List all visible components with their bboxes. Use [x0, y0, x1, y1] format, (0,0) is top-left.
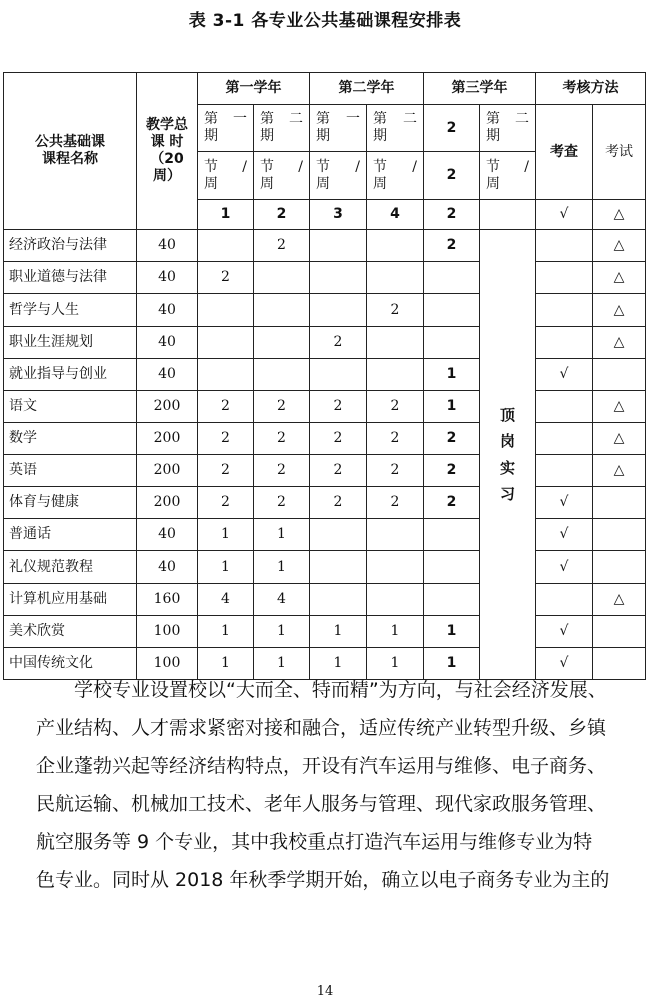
term-value-cell: 2: [310, 391, 367, 423]
term-value-cell: 2: [254, 487, 310, 519]
check-cell: √: [536, 551, 593, 584]
term-value-cell: 2: [198, 455, 254, 487]
term-header: 第 二 期: [367, 105, 424, 152]
check-cell: √: [536, 519, 593, 551]
unit-header: 节 / 周: [367, 152, 424, 200]
term-value-cell: 2: [367, 294, 424, 327]
unit-header: 节 / 周: [254, 152, 310, 200]
table-row: [4, 359, 646, 391]
test-cell: [593, 519, 646, 551]
test-cell: △: [593, 584, 646, 616]
table-row: [4, 327, 646, 359]
test-cell: [593, 359, 646, 391]
check-cell: √: [536, 359, 593, 391]
term-value-cell: 2: [424, 487, 480, 519]
term-value-cell: 2: [424, 423, 480, 455]
assessment-header: 考核方法: [536, 73, 646, 105]
term-value-cell: [367, 584, 424, 616]
term-value-cell: 2: [367, 391, 424, 423]
check-cell: √: [536, 616, 593, 648]
test-cell: [593, 616, 646, 648]
hours-cell: 40: [137, 359, 198, 391]
course-name-cell: 普通话: [4, 519, 137, 551]
term-value-cell: [310, 519, 367, 551]
term-value-cell: 1: [310, 616, 367, 648]
term-value-cell: [310, 230, 367, 262]
term-value-cell: [254, 327, 310, 359]
table-row: [4, 487, 646, 519]
test-cell: △: [593, 327, 646, 359]
unit-header: 2: [424, 152, 480, 200]
test-cell: △: [593, 455, 646, 487]
term-value-cell: [198, 359, 254, 391]
course-name-cell: 美术欣赏: [4, 616, 137, 648]
check-cell: [536, 391, 593, 423]
check-cell: [536, 230, 593, 262]
course-name-cell: 计算机应用基础: [4, 584, 137, 616]
term-header: 第 二 期: [254, 105, 310, 152]
unit-header: 节 / 周: [198, 152, 254, 200]
unit-header: 节 / 周: [480, 152, 536, 200]
term-header: 2: [424, 105, 480, 152]
term-value-cell: 1: [424, 359, 480, 391]
term-value-cell: 1: [254, 519, 310, 551]
term-value-cell: 1: [367, 648, 424, 680]
term-value-cell: 2: [424, 230, 480, 262]
table-row: [4, 616, 646, 648]
term-value-cell: [254, 359, 310, 391]
check-cell: [536, 455, 593, 487]
course-name-cell: 就业指导与创业: [4, 359, 137, 391]
index-cell: √: [536, 200, 593, 230]
course-name-cell: 职业道德与法律: [4, 262, 137, 294]
term-value-cell: 2: [367, 423, 424, 455]
term-value-cell: 2: [310, 423, 367, 455]
index-cell: 1: [198, 200, 254, 230]
table-row: [4, 519, 646, 551]
course-name-cell: 中国传统文化: [4, 648, 137, 680]
paragraph-line: 学校专业设置校以“大而全、特而精”为方向，与社会经济发展、: [74, 679, 607, 701]
table-row: [4, 230, 646, 262]
course-name-cell: 体育与健康: [4, 487, 137, 519]
index-cell: △: [593, 200, 646, 230]
paragraph-line: 企业蓬勃兴起等经济结构特点，开设有汽车运用与维修、电子商务、: [36, 755, 607, 777]
hours-cell: 40: [137, 262, 198, 294]
year1-header: 第一学年: [198, 73, 310, 105]
term-value-cell: 2: [254, 230, 310, 262]
table-row: [4, 584, 646, 616]
paragraph-line: 色专业。同时从 2018 年秋季学期开始，确立以电子商务专业为主的: [36, 869, 610, 891]
term-value-cell: [367, 327, 424, 359]
check-cell: [536, 584, 593, 616]
index-cell: [480, 200, 536, 230]
term-value-cell: [310, 262, 367, 294]
term-value-cell: [424, 551, 480, 584]
test-cell: △: [593, 294, 646, 327]
index-cell: 2: [254, 200, 310, 230]
hours-cell: 40: [137, 551, 198, 584]
exam-check-header: 考查: [536, 105, 593, 200]
paragraph-line: 产业结构、人才需求紧密对接和融合，适应传统产业转型升级、乡镇: [36, 717, 607, 739]
index-cell: 3: [310, 200, 367, 230]
table-title: 表 3-1 各专业公共基础课程安排表: [188, 11, 462, 31]
term-value-cell: 4: [254, 584, 310, 616]
course-name-cell: 语文: [4, 391, 137, 423]
term-value-cell: [424, 584, 480, 616]
term-value-cell: [367, 551, 424, 584]
table-row: [4, 551, 646, 584]
term-value-cell: 1: [198, 616, 254, 648]
term-value-cell: [310, 551, 367, 584]
term-value-cell: [424, 262, 480, 294]
course-name-header: 公共基础课 课程名称: [4, 73, 137, 230]
check-cell: [536, 294, 593, 327]
term-header: 第 二 期: [480, 105, 536, 152]
term-value-cell: 2: [254, 423, 310, 455]
term-value-cell: [310, 359, 367, 391]
exam-test-header: 考试: [593, 105, 646, 200]
index-cell: 4: [367, 200, 424, 230]
test-cell: △: [593, 230, 646, 262]
term-value-cell: 2: [367, 455, 424, 487]
check-cell: [536, 327, 593, 359]
test-cell: △: [593, 262, 646, 294]
internship-cell: 顶 岗 实 习: [480, 230, 536, 680]
term-value-cell: [367, 519, 424, 551]
hours-cell: 40: [137, 519, 198, 551]
term-value-cell: [424, 294, 480, 327]
term-value-cell: [310, 294, 367, 327]
term-value-cell: 2: [198, 391, 254, 423]
term-value-cell: [254, 294, 310, 327]
term-header: 第 一 期: [310, 105, 367, 152]
course-schedule-table: [3, 72, 646, 680]
term-value-cell: 2: [310, 327, 367, 359]
hours-cell: 200: [137, 455, 198, 487]
hours-cell: 40: [137, 230, 198, 262]
term-value-cell: [424, 327, 480, 359]
term-value-cell: 2: [310, 455, 367, 487]
course-name-cell: 数学: [4, 423, 137, 455]
page-number: 14: [316, 984, 334, 999]
term-value-cell: 2: [424, 455, 480, 487]
term-value-cell: [367, 359, 424, 391]
term-value-cell: 2: [367, 487, 424, 519]
term-value-cell: 2: [198, 262, 254, 294]
course-name-cell: 英语: [4, 455, 137, 487]
test-cell: [593, 487, 646, 519]
term-value-cell: 4: [198, 584, 254, 616]
term-value-cell: 1: [254, 648, 310, 680]
term-value-cell: 2: [198, 487, 254, 519]
term-value-cell: [310, 584, 367, 616]
term-value-cell: [198, 327, 254, 359]
term-value-cell: [367, 230, 424, 262]
hours-cell: 200: [137, 391, 198, 423]
term-value-cell: 1: [198, 519, 254, 551]
term-value-cell: 1: [198, 648, 254, 680]
check-cell: √: [536, 487, 593, 519]
term-value-cell: [198, 294, 254, 327]
term-value-cell: 2: [310, 487, 367, 519]
hours-cell: 40: [137, 294, 198, 327]
term-value-cell: [254, 262, 310, 294]
total-hours-header: 教学总 课 时 （20 周）: [137, 73, 198, 230]
term-value-cell: 1: [310, 648, 367, 680]
term-value-cell: [424, 519, 480, 551]
table-row: [4, 455, 646, 487]
hours-cell: 100: [137, 616, 198, 648]
term-value-cell: 2: [198, 423, 254, 455]
term-value-cell: 1: [254, 616, 310, 648]
term-value-cell: 2: [254, 455, 310, 487]
check-cell: [536, 423, 593, 455]
year3-header: 第三学年: [424, 73, 536, 105]
course-name-cell: 礼仪规范教程: [4, 551, 137, 584]
check-cell: [536, 262, 593, 294]
table-row: [4, 423, 646, 455]
table-row: [4, 294, 646, 327]
test-cell: △: [593, 391, 646, 423]
paragraph-line: 民航运输、机械加工技术、老年人服务与管理、现代家政服务管理、: [36, 793, 607, 815]
hours-cell: 200: [137, 487, 198, 519]
term-value-cell: 1: [254, 551, 310, 584]
check-cell: √: [536, 648, 593, 680]
hours-cell: 160: [137, 584, 198, 616]
term-value-cell: [198, 230, 254, 262]
term-value-cell: 1: [424, 391, 480, 423]
term-value-cell: 1: [424, 648, 480, 680]
table-row: [4, 391, 646, 423]
index-cell: 2: [424, 200, 480, 230]
course-name-cell: 经济政治与法律: [4, 230, 137, 262]
term-value-cell: 1: [424, 616, 480, 648]
table-row: [4, 262, 646, 294]
paragraph-line: 航空服务等 9 个专业，其中我校重点打造汽车运用与维修专业为特: [36, 831, 593, 853]
course-name-cell: 职业生涯规划: [4, 327, 137, 359]
hours-cell: 40: [137, 327, 198, 359]
test-cell: [593, 551, 646, 584]
term-value-cell: 2: [254, 391, 310, 423]
hours-cell: 100: [137, 648, 198, 680]
term-header: 第 一 期: [198, 105, 254, 152]
course-name-cell: 哲学与人生: [4, 294, 137, 327]
term-value-cell: 1: [198, 551, 254, 584]
unit-header: 节 / 周: [310, 152, 367, 200]
test-cell: △: [593, 423, 646, 455]
term-value-cell: 1: [367, 616, 424, 648]
hours-cell: 200: [137, 423, 198, 455]
term-value-cell: [367, 262, 424, 294]
year2-header: 第二学年: [310, 73, 424, 105]
